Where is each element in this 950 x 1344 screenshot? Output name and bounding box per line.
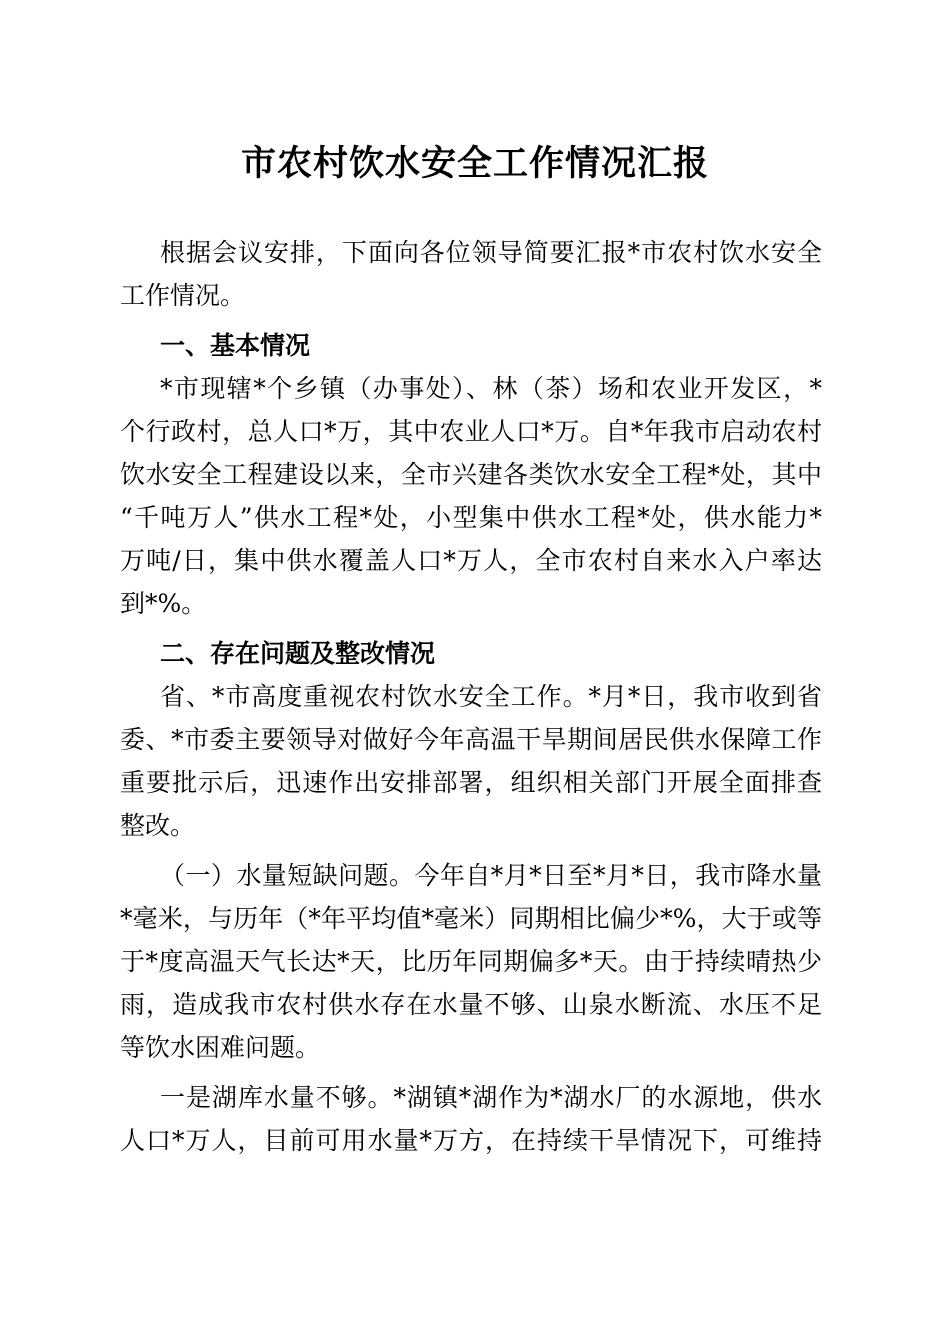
section-heading: [120, 632, 822, 675]
text-line: *毫米，与历年（*年平均值*毫米）同期相比偏少*%，大于或等: [120, 904, 822, 933]
paragraph: [120, 1076, 822, 1162]
text-line: 工作情况。: [120, 281, 246, 310]
text-line: 重要批示后，迅速作出安排部署，组织相关部门开展全面排查: [120, 768, 822, 797]
text-line: 个行政村，总人口*万，其中农业人口*万。自*年我市启动农村: [120, 417, 822, 446]
text-line: 人口*万人，目前可用水量*万方，在持续干旱情况下，可维持: [120, 1126, 822, 1155]
text-line: *市现辖*个乡镇（办事处）、林（茶）场和农业开发区，*: [160, 374, 822, 403]
text-line: 一是湖库水量不够。*湖镇*湖作为*湖水厂的水源地，供水: [160, 1083, 822, 1112]
document-body: [120, 231, 822, 1162]
document-title: 市农村饮水安全工作情况汇报: [240, 143, 709, 184]
section-heading: [120, 324, 822, 367]
paragraph: [120, 231, 822, 317]
text-line: 饮水安全工程建设以来，全市兴建各类饮水安全工程*处，其中: [120, 460, 822, 489]
text-line: 等饮水困难问题。: [120, 1033, 321, 1062]
paragraph: [120, 675, 822, 847]
text-line: （一）水量短缺问题。今年自*月*日至*月*日，我市降水量: [160, 861, 822, 890]
text-line: 到*%。: [120, 589, 207, 618]
text-line: 万吨/日，集中供水覆盖人口*万人，全市农村自来水入户率达: [120, 546, 822, 575]
text-line: “千吨万人”供水工程*处，小型集中供水工程*处，供水能力*: [120, 503, 822, 532]
text-line: 省、*市高度重视农村饮水安全工作。*月*日，我市收到省: [160, 682, 822, 711]
paragraph: [120, 367, 822, 625]
text-line: 二、存在问题及整改情况: [160, 639, 436, 668]
text-line: 于*度高温天气长达*天，比历年同期偏多*天。由于持续晴热少: [120, 947, 822, 976]
text-line: 委、*市委主要领导对做好今年高温干旱期间居民供水保障工作: [120, 725, 822, 754]
text-line: 一、基本情况: [160, 331, 311, 360]
paragraph: [120, 854, 822, 1069]
text-line: 整改。: [120, 811, 196, 840]
text-line: 根据会议安排，下面向各位领导简要汇报*市农村饮水安全: [160, 238, 822, 267]
text-line: 雨，造成我市农村供水存在水量不够、山泉水断流、水压不足: [120, 990, 822, 1019]
